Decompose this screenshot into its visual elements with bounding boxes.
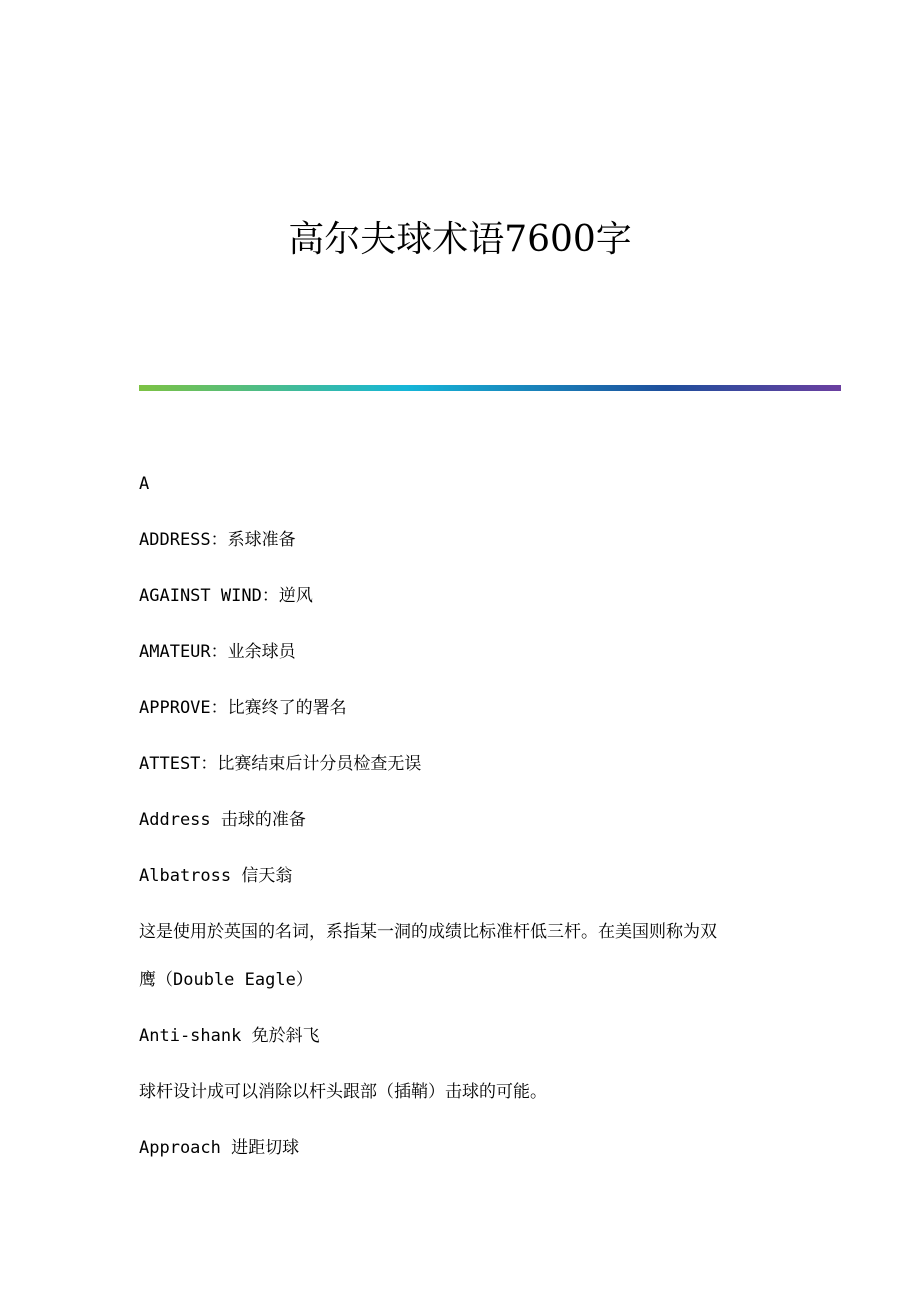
term-address: ADDRESS：系球准备 [139, 530, 296, 550]
term-amateur: AMATEUR：业余球员 [139, 642, 296, 662]
term-approach: Approach 进距切球 [139, 1138, 300, 1158]
albatross-description-line-1: 这是使用於英国的名词，系指某一洞的成绩比标准杆低三杆。在美国则称为双 [139, 922, 717, 942]
term-address-prep: Address 击球的准备 [139, 810, 306, 830]
gradient-divider [139, 385, 841, 391]
albatross-description-line-2: 鹰（Double Eagle） [139, 970, 313, 990]
section-letter-a: A [139, 474, 150, 494]
term-attest: ATTEST：比赛结束后计分员检查无误 [139, 754, 422, 774]
anti-shank-description: 球杆设计成可以消除以杆头跟部（插鞘）击球的可能。 [139, 1082, 547, 1102]
term-against-wind: AGAINST WIND：逆风 [139, 586, 313, 606]
document-title: 高尔夫球术语7600字 [288, 219, 632, 260]
term-albatross: Albatross 信天翁 [139, 866, 293, 886]
term-approve: APPROVE：比赛终了的署名 [139, 698, 347, 718]
term-anti-shank: Anti-shank 免於斜飞 [139, 1026, 320, 1046]
